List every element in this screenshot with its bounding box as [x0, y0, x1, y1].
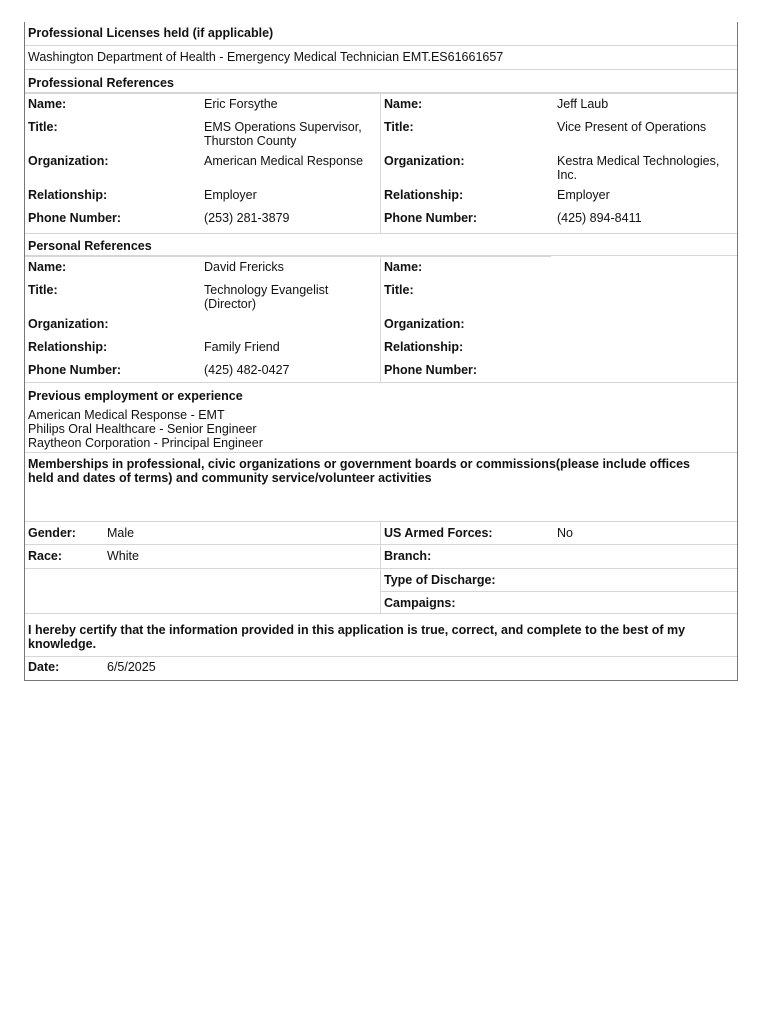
- memberships-heading-line2: held and dates of terms) and community service/volunteer activities: [28, 471, 432, 485]
- pref1-phone-label: Phone Number:: [28, 363, 122, 377]
- professional-references-table: [25, 93, 737, 234]
- pref2-name-label: Name:: [384, 260, 423, 274]
- certification-section: [25, 614, 737, 657]
- ref2-name: Jeff Laub: [557, 97, 609, 111]
- ref1-organization: American Medical Response: [204, 154, 364, 168]
- pref1-title-label: Title:: [28, 283, 58, 297]
- personal-references-heading-row: [25, 233, 737, 256]
- ref1-title-line1: EMS Operations Supervisor,: [204, 120, 362, 134]
- pref2-organization-label: Organization:: [384, 317, 465, 331]
- date-row: [25, 657, 737, 681]
- pref1-phone: (425) 482-0427: [204, 363, 290, 377]
- race-label: Race:: [28, 549, 63, 563]
- pref2-phone-label: Phone Number:: [384, 363, 478, 377]
- branch-label: Branch:: [384, 549, 432, 563]
- pref1-title-line1: Technology Evangelist: [204, 283, 329, 297]
- pref2-title-label: Title:: [384, 283, 414, 297]
- previous-employment-heading: Previous employment or experience: [28, 389, 243, 403]
- pref1-title-line2: (Director): [204, 297, 257, 311]
- ref1-title-line2: Thurston County: [204, 134, 297, 148]
- previous-employment-item: American Medical Response - EMT: [28, 408, 225, 422]
- ref1-name-label: Name:: [28, 97, 67, 111]
- ref2-title-label: Title:: [384, 120, 414, 134]
- campaigns-label: Campaigns:: [384, 596, 456, 610]
- previous-employment-item: Philips Oral Healthcare - Senior Engineer: [28, 422, 257, 436]
- personal-references-heading: Personal References: [28, 239, 152, 253]
- ref2-relationship: Employer: [557, 188, 610, 202]
- certification-line2: knowledge.: [28, 637, 97, 651]
- licenses-heading: Professional Licenses held (if applicable): [28, 26, 274, 40]
- ref2-phone: (425) 894-8411: [557, 211, 642, 225]
- personal-references-table: [25, 256, 737, 383]
- discharge-label: Type of Discharge:: [384, 573, 496, 587]
- certification-line1: I hereby certify that the information provided in this application is true, correct, and complete to the best of my: [28, 623, 686, 637]
- ref1-phone-label: Phone Number:: [28, 211, 122, 225]
- ref1-organization-label: Organization:: [28, 154, 109, 168]
- pref1-name: David Frericks: [204, 260, 284, 274]
- pref1-name-label: Name:: [28, 260, 67, 274]
- ref1-title-label: Title:: [28, 120, 58, 134]
- gender-value: Male: [107, 526, 135, 540]
- previous-employment-section: [25, 382, 737, 453]
- memberships-heading-line1: Memberships in professional, civic organizations or government boards or commissions(please include offices: [28, 457, 690, 471]
- ref2-organization-label: Organization:: [384, 154, 465, 168]
- ref1-phone: (253) 281-3879: [204, 211, 290, 225]
- date-label: Date:: [28, 660, 60, 674]
- previous-employment-item: Raytheon Corporation - Principal Engineer: [28, 436, 263, 450]
- ref2-organization-line1: Kestra Medical Technologies,: [557, 154, 720, 168]
- pref2-relationship-label: Relationship:: [384, 340, 464, 354]
- pref1-organization-label: Organization:: [28, 317, 109, 331]
- armed-forces-value: No: [557, 526, 573, 540]
- column-divider: [380, 256, 381, 382]
- ref2-name-label: Name:: [384, 97, 423, 111]
- date-value: 6/5/2025: [107, 660, 156, 674]
- demographics-table: [25, 522, 737, 614]
- ref1-name: Eric Forsythe: [204, 97, 278, 111]
- professional-references-heading: Professional References: [28, 76, 174, 90]
- application-form: [24, 22, 738, 681]
- professional-references-heading-row: [25, 70, 737, 93]
- race-value: White: [107, 549, 139, 563]
- ref2-organization-line2: Inc.: [557, 168, 578, 182]
- column-divider: [380, 93, 381, 233]
- pref1-relationship-label: Relationship:: [28, 340, 108, 354]
- gender-label: Gender:: [28, 526, 76, 540]
- ref1-relationship: Employer: [204, 188, 257, 202]
- licenses-value-row: [25, 46, 737, 70]
- armed-forces-label: US Armed Forces:: [384, 526, 493, 540]
- ref1-relationship-label: Relationship:: [28, 188, 108, 202]
- pref1-relationship: Family Friend: [204, 340, 280, 354]
- ref2-title: Vice Present of Operations: [557, 120, 707, 134]
- memberships-section: [25, 453, 737, 522]
- ref2-phone-label: Phone Number:: [384, 211, 478, 225]
- licenses-heading-row: [25, 22, 737, 46]
- ref2-relationship-label: Relationship:: [384, 188, 464, 202]
- licenses-value: Washington Department of Health - Emergency Medical Technician EMT.ES61661657: [28, 50, 504, 64]
